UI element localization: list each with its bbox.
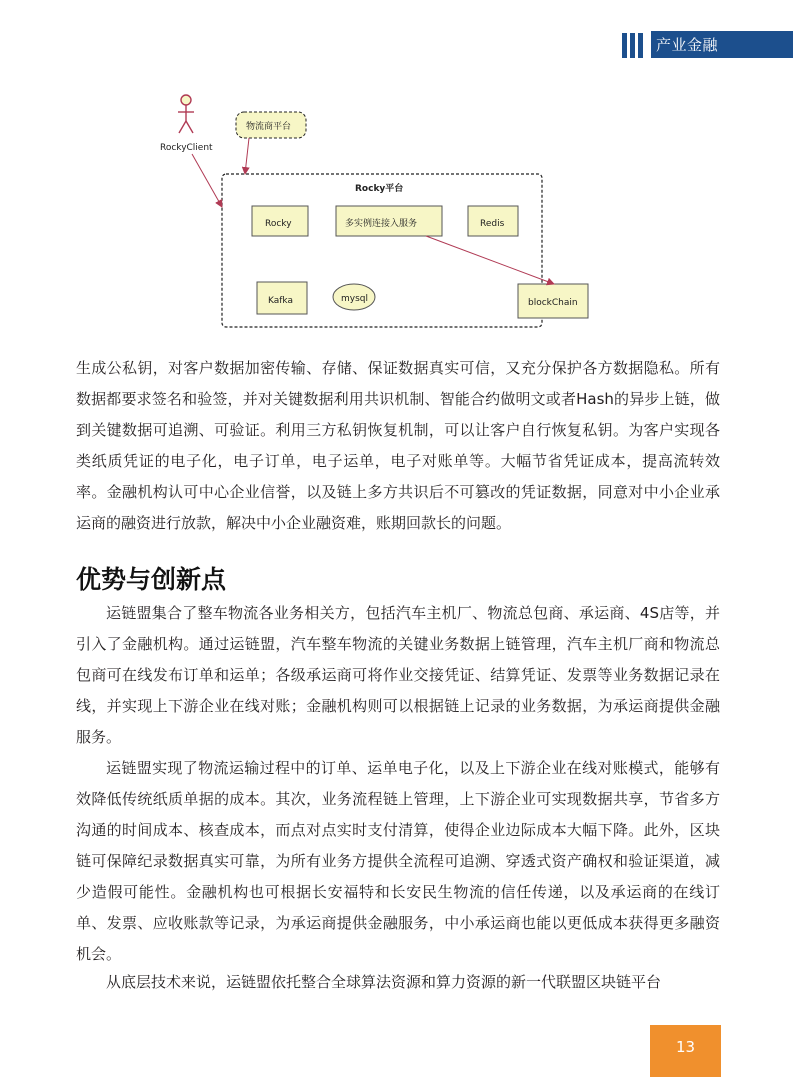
paragraph-3: 运链盟实现了物流运输过程中的订单、运单电子化，以及上下游企业在线对账模式，能够有效降低传统纸质单据的成本。其次，业务流程链上管理，上下游企业可实现数据共享，节省多方沟通的时间成本、核查成本，而点对点实时支付清算，使得企业边际成本大幅下降。此外，区块链可保障纪录数据真实可靠，为所有业务方提供全流程可追溯、穿透式资产确权和验证渠道，减少造假可能性。金融机构也可根据长安福特和长安民生物流的信任传递，以及承运商的在线订单、发票、应收账款等记录，为承运商提供金融服务，中小承运商也能以更低成本获得更多融资机会。	[76, 759, 720, 963]
arrow-client-to-platform	[192, 154, 222, 207]
architecture-diagram	[150, 86, 590, 336]
node-mysql-label: mysql	[341, 294, 368, 304]
actor-label: RockyClient	[160, 143, 213, 153]
platform-label: Rocky平台	[355, 184, 404, 194]
header-title: 产业金融	[656, 36, 719, 54]
paragraph-4: 从底层技术来说，运链盟依托整合全球算法资源和算力资源的新一代联盟区块链平台	[106, 973, 662, 991]
node-rocky-label: Rocky	[265, 219, 292, 229]
actor-icon	[178, 95, 194, 133]
page-number: 13	[675, 1038, 696, 1056]
paragraph-2: 运链盟集合了整车物流各业务相关方，包括汽车主机厂、物流总包商、承运商、4S店等，并引入了金融机构。通过运链盟，汽车整车物流的关键业务数据上链管理，汽车主机厂商和物流总包商可在线发布订单和运单；各级承运商可将作业交接凭证、结算凭证、发票等业务数据记录在线，并实现上下游企业在线对账；金融机构则可以根据链上记录的业务数据，为承运商提供金融服务。	[76, 604, 720, 746]
node-kafka-label: Kafka	[268, 296, 293, 306]
cloud-label: 物流商平台	[246, 122, 292, 132]
node-multi-instance-label: 多实例连接入服务	[345, 219, 418, 229]
node-redis-label: Redis	[480, 219, 505, 229]
arrow-cloud-to-platform	[245, 138, 249, 174]
header-stripe	[638, 33, 643, 58]
header-stripe	[630, 33, 635, 58]
section-title: 优势与创新点	[76, 565, 227, 594]
paragraph-1: 生成公私钥，对客户数据加密传输、存储、保证数据真实可信，又充分保护各方数据隐私。所有数据都要求签名和验签，并对关键数据利用共识机制、智能合约做明文或者Hash的异步上链，做到关键数据可追溯、可验证。利用三方私钥恢复机制，可以让客户自行恢复私钥。为客户实现各类纸质凭证的电子化，电子订单，电子运单，电子对账单等。大幅节省凭证成本，提高流转效率。金融机构认可中心企业信誉，以及链上多方共识后不可篡改的凭证数据，同意对中小企业承运商的融资进行放款，解决中小企业融资难，账期回款长的问题。	[76, 359, 720, 532]
header-stripe	[622, 33, 627, 58]
node-blockchain-label: blockChain	[528, 298, 578, 308]
